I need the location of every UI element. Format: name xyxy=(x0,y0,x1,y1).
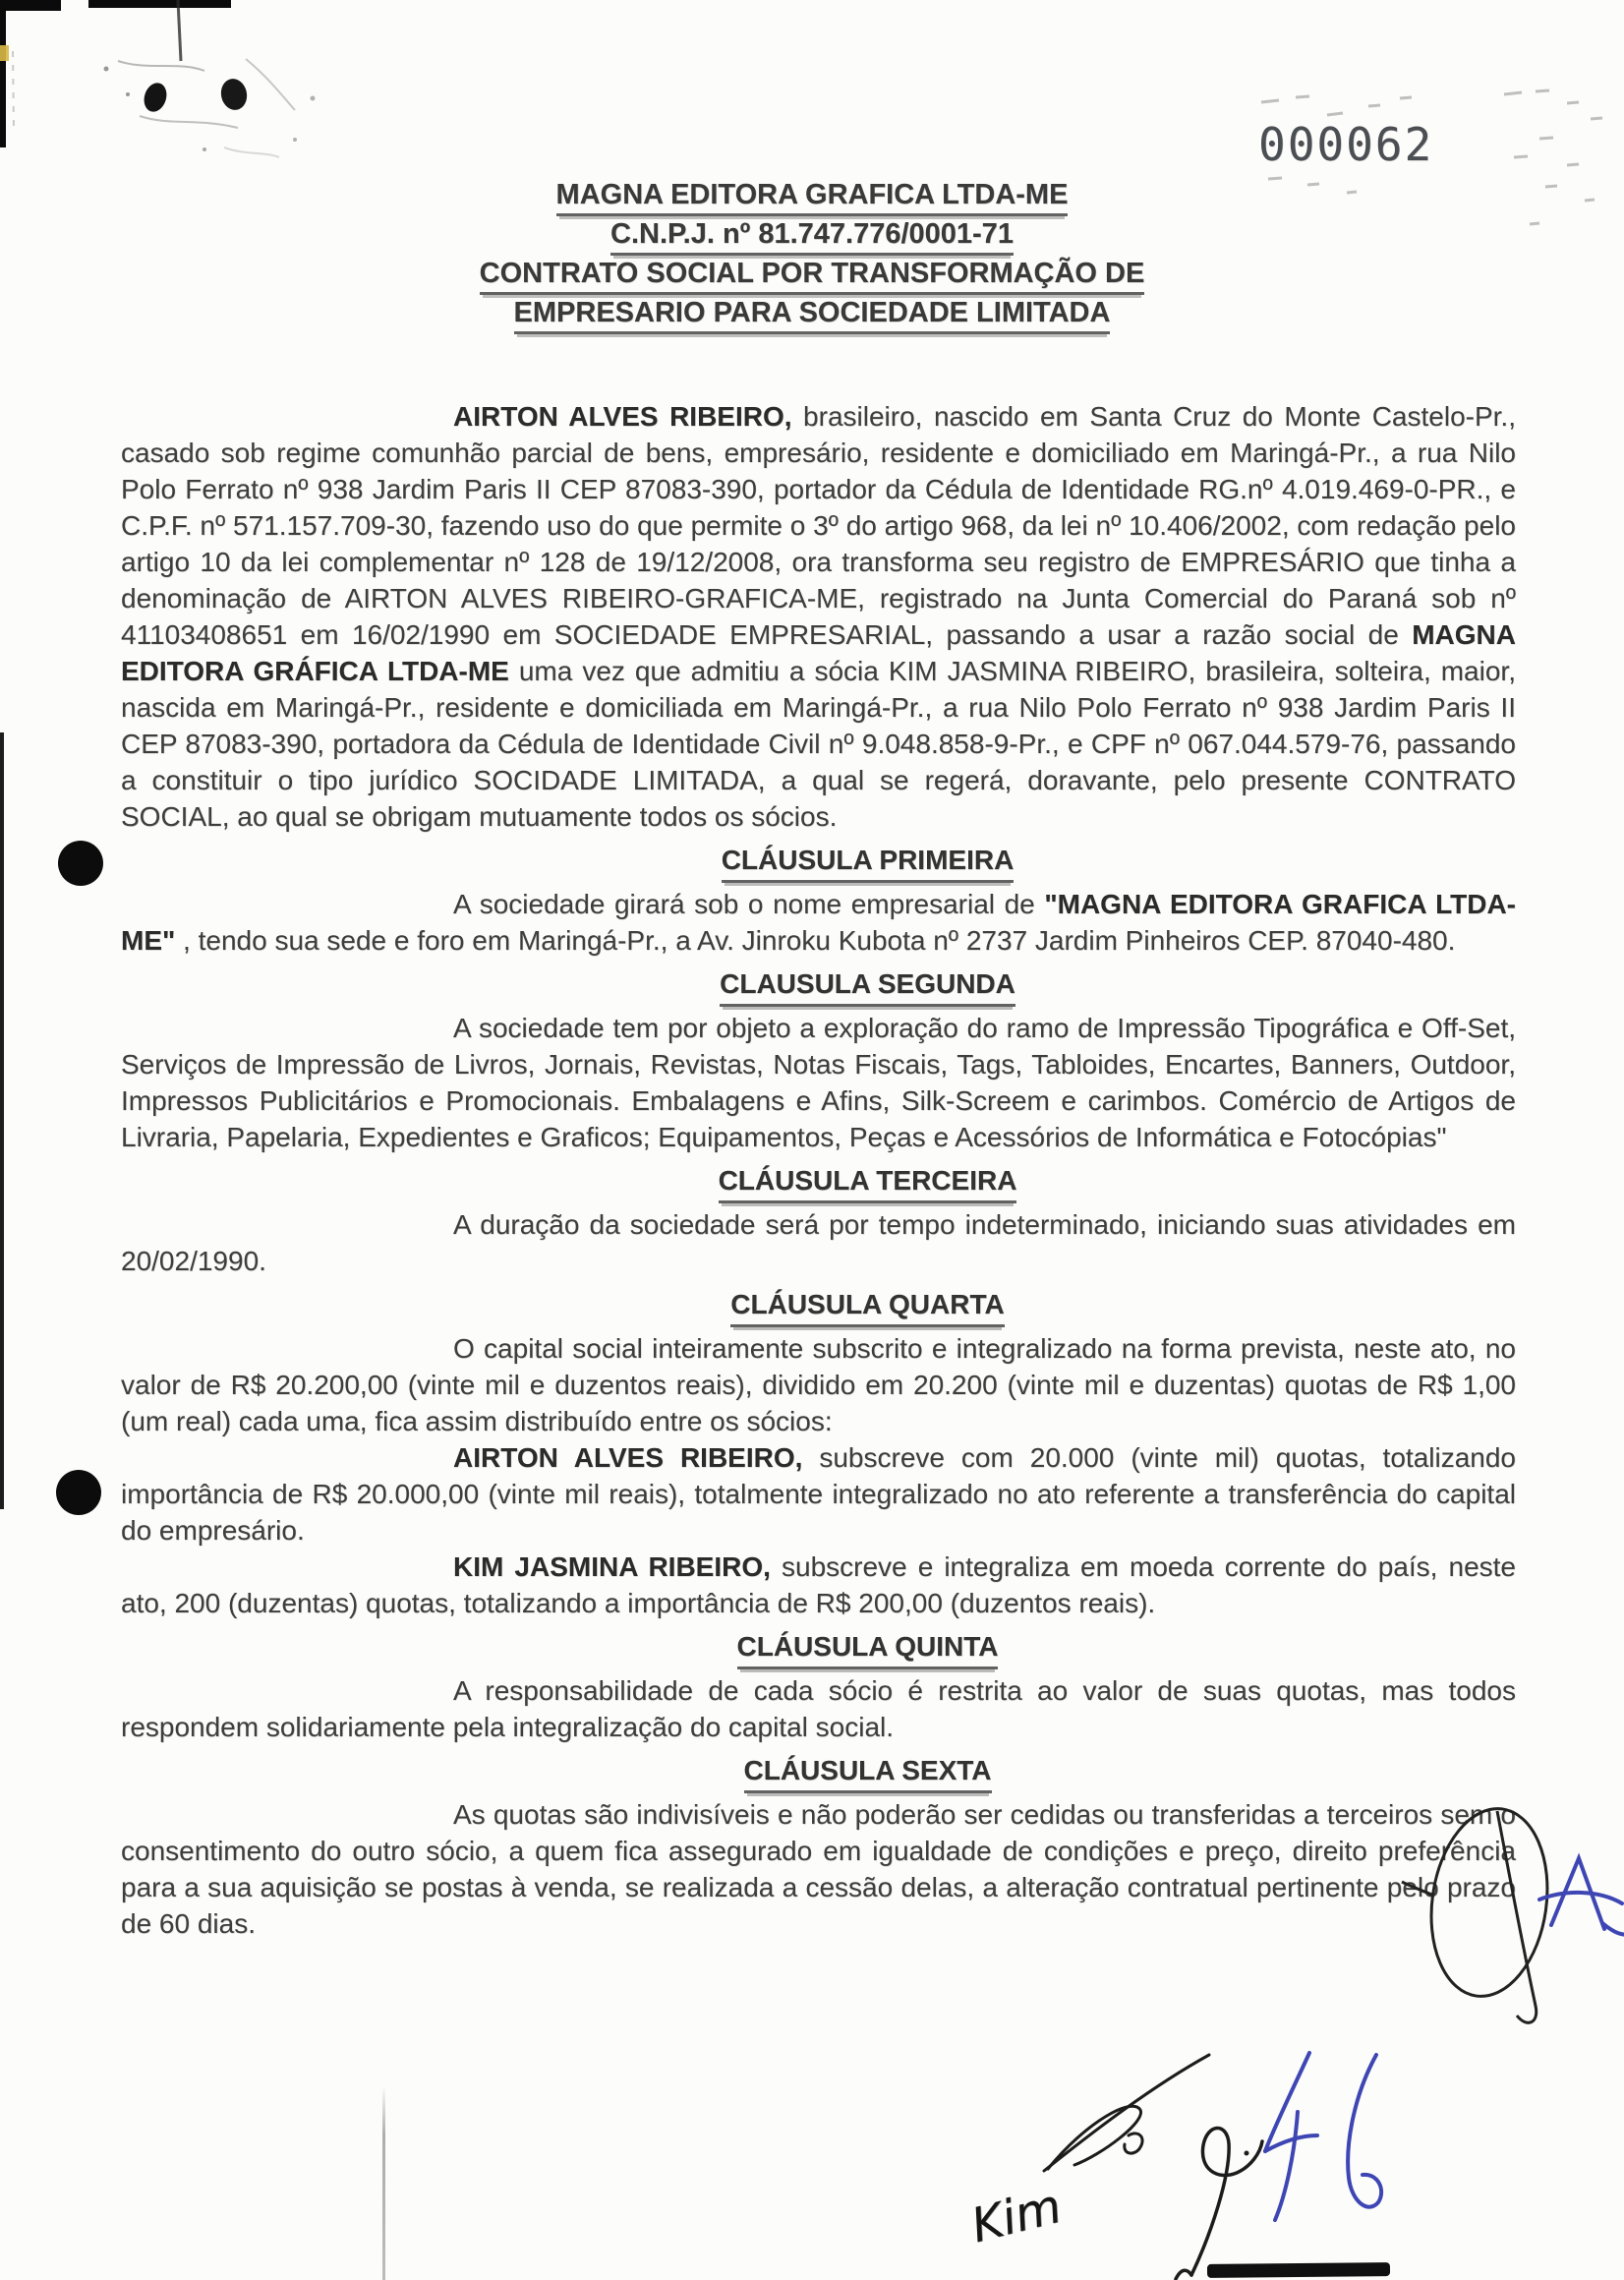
scan-artifact-bar xyxy=(1207,2262,1390,2278)
signature-flourish xyxy=(1044,2055,1209,2171)
staple-smudge xyxy=(13,0,316,157)
clause-heading: CLÁUSULA QUARTA xyxy=(170,1286,1565,1327)
page-number-stamp: 000062 xyxy=(1258,118,1434,171)
clause-heading: CLAUSULA SEGUNDA xyxy=(170,965,1565,1007)
fold-crease xyxy=(382,2086,385,2280)
contract-header xyxy=(0,177,1624,334)
signature-kim: Kim xyxy=(965,2178,1067,2254)
hole-punch-mark xyxy=(58,841,103,886)
clause-heading: CLÁUSULA TERCEIRA xyxy=(170,1162,1565,1203)
scan-edge-artifact xyxy=(0,0,61,11)
contract-title-line2: EMPRESARIO PARA SOCIEDADE LIMITADA xyxy=(0,295,1624,334)
contract-paragraph: A sociedade girará sob o nome empresarial de "MAGNA EDITORA GRAFICA LTDA-ME" , tendo sua sede e foro em Maringá-Pr., a Av. Jinroku Kubota nº 2737 Jardim Pinheiros CEP. 87040-480. xyxy=(121,889,1516,956)
contract-body xyxy=(121,398,1516,1942)
contract-paragraph: KIM JASMINA RIBEIRO, subscreve e integraliza em moeda corrente do país, neste ato, 200 (duzentas) quotas, totalizando a importância de R$ 200,00 (duzentos reais). xyxy=(121,1551,1517,1618)
contract-title-line1: CONTRATO SOCIAL POR TRANSFORMAÇÃO DE xyxy=(0,256,1624,295)
contract-paragraph: As quotas são indivisíveis e não poderão ser cedidas ou transferidas a terceiros sem o consentimento do outro sócio, a quem fica assegurado em igualdade de condições e preço, direito preferência para a sua aquisição se postas à venda, se realizada a cessão delas, a alteração contratual pertinente pelo prazo de 60 dias. xyxy=(121,1799,1516,1939)
clause-heading: CLÁUSULA QUINTA xyxy=(170,1628,1565,1669)
contract-paragraph: AIRTON ALVES RIBEIRO, subscreve com 20.000 (vinte mil) quotas, totalizando importância de R$ 20.000,00 (vinte mil reais), totalmente integralizado no ato referente a transferência do capital do empresário. xyxy=(121,1442,1516,1546)
hole-punch-mark xyxy=(56,1470,101,1515)
contract-paragraph: O capital social inteiramente subscrito e integralizado na forma prevista, neste ato, no valor de R$ 20.200,00 (vinte mil e duzentos reais), dividido em 20.200 (vinte mil e duzentas) quotas de R$ 1,00 (um real) cada uma, fica assim distribuído entre os sócios: xyxy=(121,1333,1516,1436)
signature-scribble xyxy=(1176,2128,1262,2279)
contract-paragraph: A duração da sociedade será por tempo indeterminado, iniciando suas atividades em 20/02/1990. xyxy=(121,1209,1516,1276)
clause-heading: CLÁUSULA PRIMEIRA xyxy=(170,842,1565,883)
contract-paragraph: A sociedade tem por objeto a exploração do ramo de Impressão Tipográfica e Off-Set, Serviços de Impressão de Livros, Jornais, Revistas, Notas Fiscais, Tags, Tabloides, Encartes, Banners, Outdoor, Impressos Publicitários e Promocionais. Embalagens e Afins, Silk-Screem e carimbos. Comércio de Artigos de Livraria, Papelaria, Expedientes e Graficos; Equipamentos, Peças e Acessórios de Informática e Fotocópias" xyxy=(121,1013,1516,1152)
scan-edge-artifact xyxy=(0,732,4,1509)
company-name: MAGNA EDITORA GRAFICA LTDA-ME xyxy=(0,177,1624,216)
cnpj-line: C.N.P.J. nº 81.747.776/0001-71 xyxy=(0,216,1624,256)
clause-heading: CLÁUSULA SEXTA xyxy=(170,1752,1565,1793)
scan-edge-artifact xyxy=(88,0,231,8)
contract-paragraph: A responsabilidade de cada sócio é restrita ao valor de suas quotas, mas todos respondem solidariamente pela integralização do capital social. xyxy=(121,1675,1516,1742)
contract-paragraph: AIRTON ALVES RIBEIRO, brasileiro, nascido em Santa Cruz do Monte Castelo-Pr., casado sob regime comunhão parcial de bens, empresário, residente e domiciliado em Maringá-Pr., a rua Nilo Polo Ferrato nº 938 Jardim Paris II CEP 87083-390, portador da Cédula de Identidade RG.nº 4.019.469-0-PR., e C.P.F. nº 571.157.709-30, fazendo uso do que permite o 3º do artigo 968, da lei nº 10.406/2002, com redação pelo artigo 10 da lei complementar nº 128 de 19/12/2008, ora transforma seu registro de EMPRESÁRIO que tinha a denominação de AIRTON ALVES RIBEIRO-GRAFICA-ME, registrado na Junta Comercial do Paraná sob nº 41103408651 em 16/02/1990 em SOCIEDADE EMPRESARIAL, passando a usar a razão social de MAGNA EDITORA GRÁFICA LTDA-ME uma vez que admitiu a sócia KIM JASMINA RIBEIRO, brasileira, solteira, maior, nascida em Maringá-Pr., residente e domiciliada em Maringá-Pr., a rua Nilo Polo Ferrato nº 938 Jardim Paris II CEP 87083-390, portadora da Cédula de Identidade Civil nº 9.048.858-9-Pr., e CPF nº 067.044.579-76, passando a constituir o tipo jurídico SOCIDADE LIMITADA, a qual se regerá, doravante, pelo presente CONTRATO SOCIAL, ao qual se obrigam mutuamente todos os sócios. xyxy=(121,401,1516,832)
scan-edge-artifact xyxy=(0,0,6,147)
scan-speck xyxy=(0,45,9,61)
